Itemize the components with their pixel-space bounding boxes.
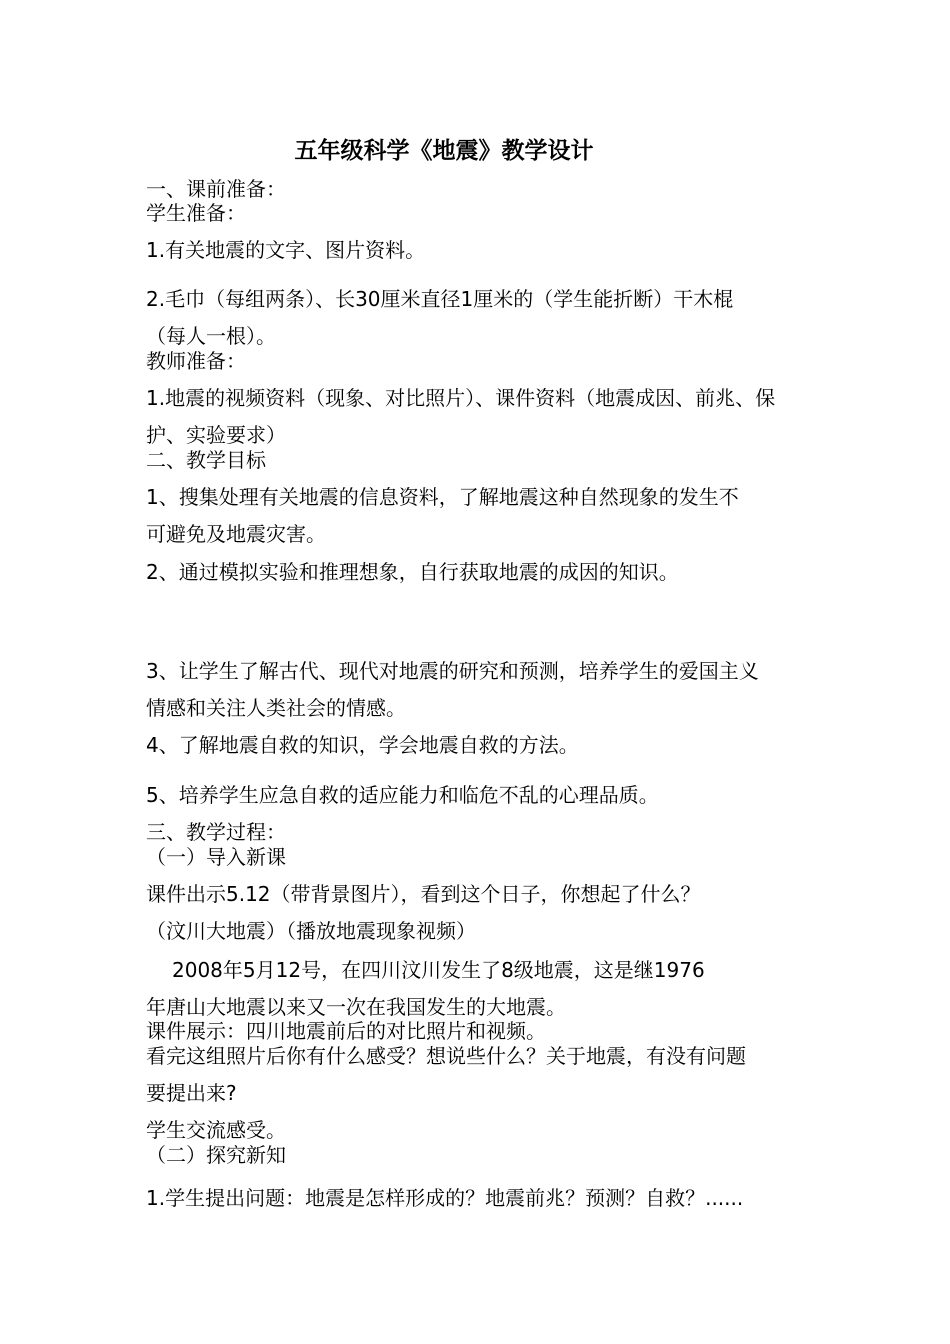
text-line: 课件展示：四川地震前后的对比照片和视频。	[146, 1019, 546, 1043]
document-title: 五年级科学《地震》教学设计	[294, 138, 594, 164]
text-line: 要提出来?	[146, 1081, 237, 1105]
text-line: 4、了解地震自救的知识，学会地震自救的方法。	[146, 733, 579, 757]
text-line: 5、培养学生应急自救的适应能力和临危不乱的心理品质。	[146, 783, 659, 807]
text-line: 一、课前准备：	[146, 177, 286, 201]
text-line: （汶川大地震）（播放地震现象视频）	[146, 919, 476, 943]
text-line: 1、搜集处理有关地震的信息资料，了解地震这种自然现象的发生不	[146, 485, 739, 509]
text-line: 学生准备：	[146, 201, 246, 225]
text-line: 2.毛巾（每组两条）、长30厘米直径1厘米的（学生能折断）干木棍	[146, 287, 734, 311]
text-line: 2008年5月12号，在四川汶川发生了8级地震，这是继1976	[172, 958, 705, 982]
text-line: 看完这组照片后你有什么感受？想说些什么？关于地震，有没有问题	[146, 1044, 746, 1068]
text-line: 护、实验要求）	[146, 423, 286, 447]
text-line: （每人一根）。	[146, 324, 276, 348]
text-line: 教师准备：	[146, 349, 246, 373]
text-line: 情感和关注人类社会的情感。	[146, 696, 406, 720]
text-line: 1.地震的视频资料（现象、对比照片）、课件资料（地震成因、前兆、保	[146, 386, 776, 410]
section-heading: 三、教学过程：	[146, 820, 286, 844]
section-heading: （二）探究新知	[146, 1143, 286, 1167]
text-line: 1.学生提出问题：地震是怎样形成的？地震前兆？预测？自救？......	[146, 1186, 744, 1210]
text-line: 年唐山大地震以来又一次在我国发生的大地震。	[146, 995, 566, 1019]
text-line: 学生交流感受。	[146, 1118, 286, 1142]
text-line: 课件出示5.12（带背景图片），看到这个日子，你想起了什么？	[146, 882, 701, 906]
text-line: （一）导入新课	[146, 845, 286, 869]
text-line: 2、通过模拟实验和推理想象，自行获取地震的成因的知识。	[146, 560, 679, 584]
text-line: 3、让学生了解古代、现代对地震的研究和预测，培养学生的爱国主义	[146, 659, 759, 683]
text-line: 1.有关地震的文字、图片资料。	[146, 238, 426, 262]
section-heading: 二、教学目标	[146, 448, 266, 472]
text-line: 可避免及地震灾害。	[146, 522, 326, 546]
